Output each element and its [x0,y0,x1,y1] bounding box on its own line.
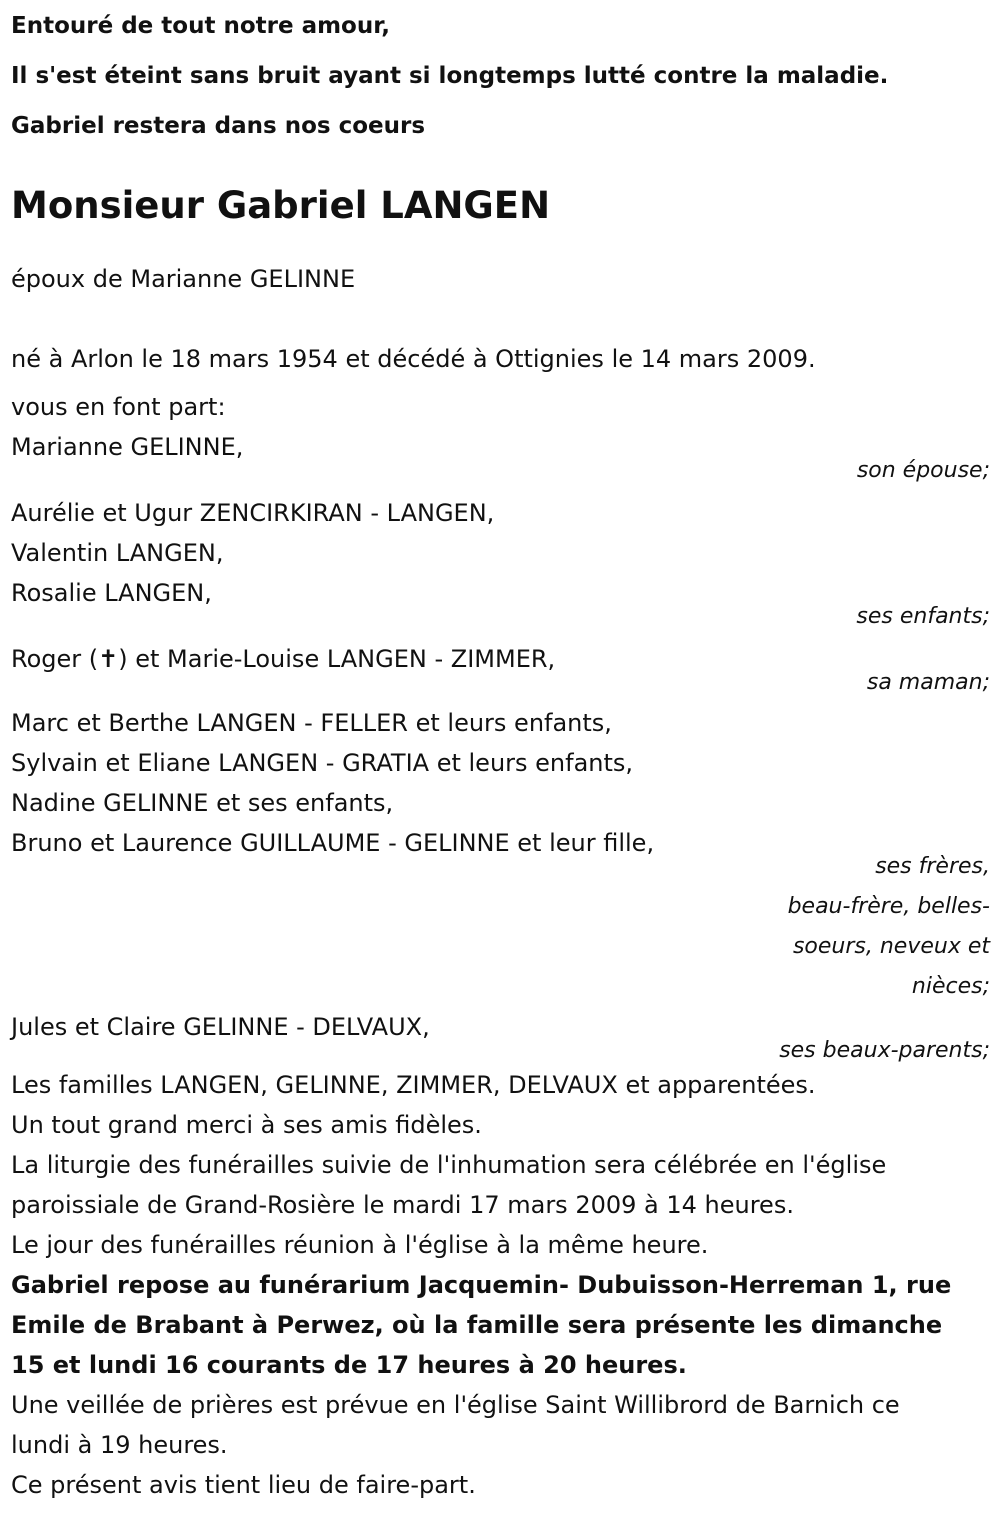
family-member: Marianne GELINNE, [11,433,244,461]
liturgy-line: paroissiale de Grand-Rosière le mardi 17 mars 2009 à 14 heures. [11,1191,794,1219]
closing-section [11,1065,990,1505]
spouse-line: époux de Marianne GELINNE [11,265,356,293]
family-role: son épouse; [856,458,990,483]
family-member: Jules et Claire GELINNE - DELVAUX, [11,1013,430,1041]
family-group-mother [11,639,990,703]
family-group-in-laws [11,1007,990,1071]
family-member: Valentin LANGEN, [11,539,224,567]
family-role-line: ses frères, [875,854,990,879]
family-member: Nadine GELINNE et ses enfants, [11,789,394,817]
family-group-children [11,493,990,637]
family-role-line: soeurs, neveux et [792,934,990,959]
family-member: Bruno et Laurence GUILLAUME - GELINNE et leur fille, [11,829,655,857]
meeting-line: Le jour des funérailles réunion à l'église à la même heure. [11,1231,709,1259]
family-role-line: nièces; [911,974,990,999]
family-member: Sylvain et Eliane LANGEN - GRATIA et leurs enfants, [11,749,634,777]
intro-line-1: Entouré de tout notre amour, [11,13,390,39]
deceased-name: Monsieur Gabriel LANGEN [11,184,551,227]
liturgy-line: La liturgie des funérailles suivie de l'inhumation sera célébrée en l'église [11,1151,887,1179]
vigil-line: lundi à 19 heures. [11,1431,228,1459]
announcement-intro: vous en font part: [11,393,226,421]
thanks-line: Un tout grand merci à ses amis fidèles. [11,1111,482,1139]
family-role: ses enfants; [856,604,990,629]
family-role: sa maman; [866,670,990,695]
rest-line: Gabriel repose au funérarium Jacquemin- Dubuisson-Herreman 1, rue [11,1271,952,1299]
family-group-siblings [11,703,990,1007]
rest-line: 15 et lundi 16 courants de 17 heures à 20 heures. [11,1351,687,1379]
family-member: Roger (✝) et Marie-Louise LANGEN - ZIMMER, [11,645,556,673]
vigil-line: Une veillée de prières est prévue en l'église Saint Willibrord de Barnich ce [11,1391,900,1419]
family-role: ses beaux-parents; [779,1038,990,1063]
family-role [760,847,990,1007]
family-role-line: beau-frère, belles- [787,894,990,919]
intro-line-2: Il s'est éteint sans bruit ayant si longtemps lutté contre la maladie. [11,63,889,89]
rest-line: Emile de Brabant à Perwez, où la famille sera présente les dimanche [11,1311,943,1339]
family-member: Rosalie LANGEN, [11,579,212,607]
family-member: Aurélie et Ugur ZENCIRKIRAN - LANGEN, [11,499,495,527]
family-group-spouse [11,427,990,491]
birth-death-line: né à Arlon le 18 mars 1954 et décédé à Ottignies le 14 mars 2009. [11,345,816,373]
families-line: Les familles LANGEN, GELINNE, ZIMMER, DELVAUX et apparentées. [11,1071,816,1099]
family-member: Marc et Berthe LANGEN - FELLER et leurs enfants, [11,709,612,737]
notice-line: Ce présent avis tient lieu de faire-part. [11,1471,476,1499]
obituary-notice [11,0,990,1505]
intro-line-3: Gabriel restera dans nos coeurs [11,113,426,139]
